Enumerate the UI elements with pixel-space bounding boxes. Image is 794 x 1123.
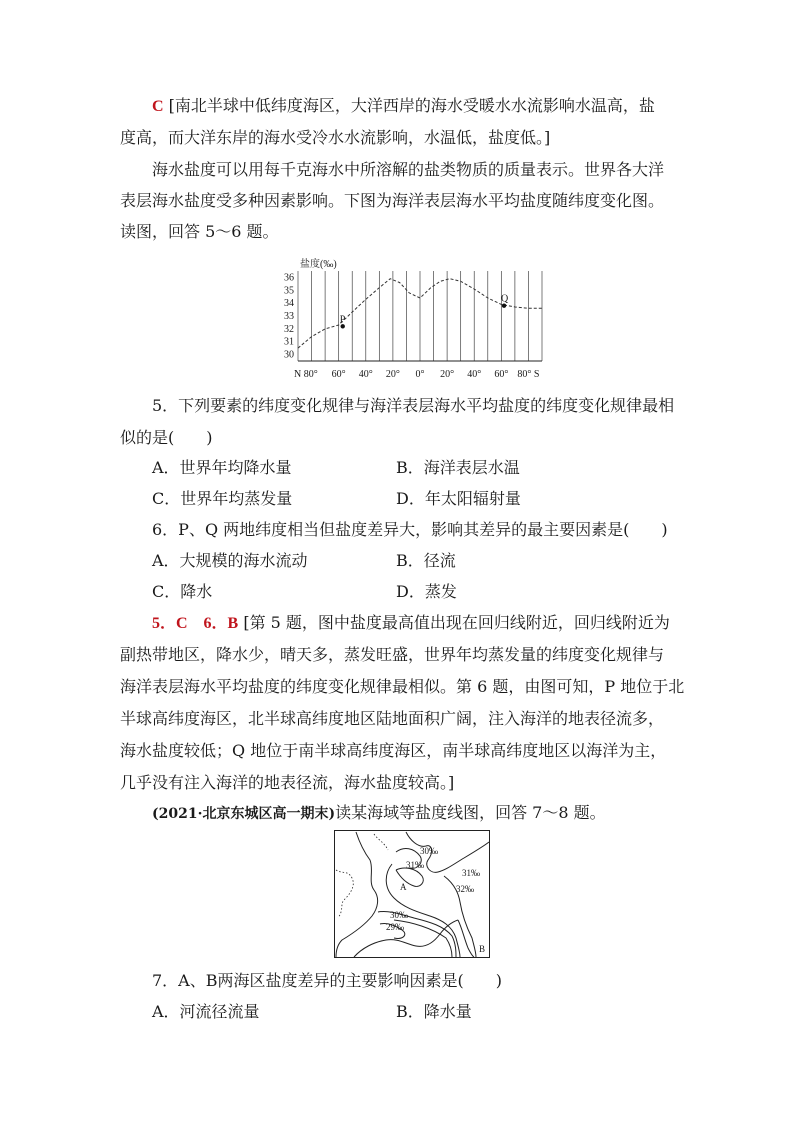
- intro-2-source: (2021·北京东城区高一期末): [152, 806, 336, 822]
- answer-2-line-6: 几乎没有注入海洋的地表径流，海水盐度较高。]: [120, 773, 455, 792]
- point-label-p: P: [339, 314, 346, 326]
- y-tick-label: 35: [284, 285, 294, 297]
- q5-option-c: C．世界年均蒸发量: [152, 489, 293, 508]
- answer-2-letters: 5．C 6．B: [152, 615, 239, 632]
- y-tick-label: 30: [284, 349, 294, 361]
- intro-2-text: 读某海域等盐度线图，回答 7～8 题。: [335, 803, 606, 822]
- intro-1-line-3: 读图，回答 5～6 题。: [120, 222, 279, 241]
- answer-2-line-3: 海洋表层海水平均盐度的纬度变化规律最相似。第 6 题，由图可知，P 地位于北: [120, 677, 685, 696]
- answer-2-line-4: 半球高纬度海区，北半球高纬度地区陆地面积广阔，注入海洋的地表径流多，: [120, 709, 665, 728]
- chart-y-ticks: [284, 272, 294, 360]
- isohaline-map: [334, 830, 490, 958]
- chart-points: [340, 294, 509, 329]
- q7-stem: 7．A、B两海区盐度差异的主要影响因素是( ): [152, 971, 502, 990]
- intro-1-line-2: 表层海水盐度受多种因素影响。下图为海洋表层海水平均盐度随纬度变化图。: [120, 191, 665, 210]
- y-tick-label: 34: [284, 298, 294, 310]
- map-label-30-north: 30‰: [420, 846, 438, 856]
- answer-1-text-1: [南北半球中低纬度海区，大洋西岸的海水受暖水水流影响水温高，盐: [163, 96, 655, 115]
- y-tick-label: 32: [284, 323, 294, 335]
- q7-option-a: A．河流径流量: [152, 1002, 260, 1021]
- answer-1-line-1: [152, 96, 655, 117]
- q7-option-b: B．降水量: [396, 1002, 472, 1021]
- q5-stem-2: 似的是( ): [120, 428, 213, 447]
- salinity-chart: [270, 255, 560, 390]
- x-tick-label: 60°: [494, 369, 509, 380]
- x-tick-label: 0°: [415, 369, 425, 380]
- x-tick-label: 20°: [385, 369, 400, 380]
- map-label-29: 29‰: [386, 922, 404, 932]
- chart-grid: [298, 271, 542, 361]
- y-tick-label: 33: [284, 311, 294, 322]
- q6-option-b: B．径流: [396, 551, 456, 570]
- q6-option-a: A．大规模的海水流动: [152, 551, 308, 570]
- chart-ylabel: 盐度(‰): [300, 259, 337, 270]
- x-tick-label: 40°: [467, 369, 482, 380]
- q6-option-c: C．降水: [152, 582, 213, 601]
- map-label-30-south: 30‰: [390, 910, 408, 920]
- map-label-b: B: [479, 944, 486, 954]
- x-tick-label: 80° S: [517, 369, 540, 380]
- x-tick-label: 20°: [440, 369, 455, 380]
- answer-1-line-2: 度高，而大洋东岸的海水受冷水水流影响，水温低，盐度低。]: [120, 128, 551, 147]
- answer-letter: C: [152, 98, 164, 115]
- x-tick-label: 60°: [331, 369, 346, 380]
- answer-2-line-2: 副热带地区，降水少，晴天多，蒸发旺盛，世界年均蒸发量的纬度变化规律与: [120, 645, 665, 664]
- x-tick-label: 40°: [358, 369, 373, 380]
- map-label-a: A: [400, 882, 407, 892]
- point-label-q: Q: [501, 293, 509, 305]
- q6-stem: 6．P、Q 两地纬度相当但盐度差异大，影响其差异的最主要因素是( ): [152, 520, 668, 539]
- answer-2-line-5: 海水盐度较低；Q 地位于南半球高纬度海区，南半球高纬度地区以海洋为主，: [120, 741, 667, 760]
- map-label-31-east: 31‰: [462, 868, 480, 878]
- answer-2-text-1: [第 5 题，图中盐度最高值出现在回归线附近，回归线附近为: [238, 613, 670, 632]
- intro-2: [152, 803, 606, 824]
- map-label-32: 32‰: [456, 884, 474, 894]
- x-tick-label: N 80°: [294, 369, 318, 380]
- intro-1-line-1: 海水盐度可以用每千克海水中所溶解的盐类物质的质量表示。世界各大洋: [152, 160, 665, 179]
- q5-stem-1: 5．下列要素的纬度变化规律与海洋表层海水平均盐度的纬度变化规律最相: [152, 396, 675, 415]
- q5-option-d: D．年太阳辐射量: [396, 489, 521, 508]
- q6-option-d: D．蒸发: [396, 582, 457, 601]
- q5-option-a: A．世界年均降水量: [152, 458, 292, 477]
- y-tick-label: 36: [284, 272, 294, 284]
- y-tick-label: 31: [284, 336, 294, 348]
- chart-x-ticks: [294, 369, 539, 380]
- q5-option-b: B．海洋表层水温: [396, 458, 520, 477]
- answer-2-line-1: [152, 613, 670, 634]
- map-label-31-north: 31‰: [406, 860, 424, 870]
